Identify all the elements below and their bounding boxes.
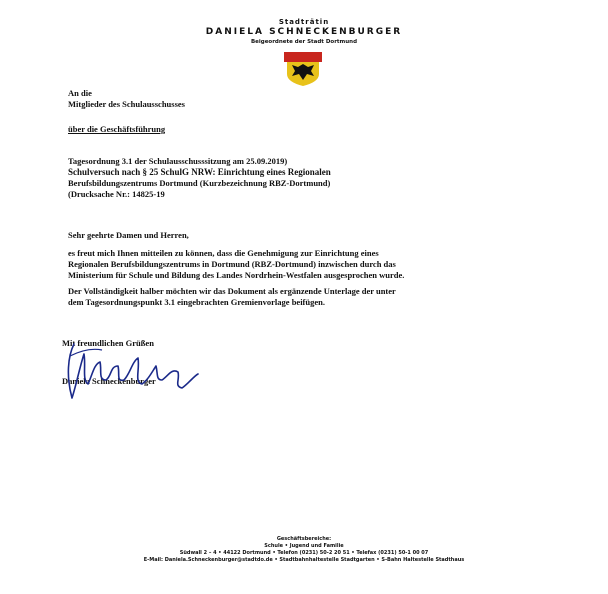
body-line: dem Tagesordnungspunkt 3.1 eingebrachten Gremienvorlage beifügen.: [68, 297, 325, 307]
letterhead-role: Stadträtin: [278, 18, 330, 26]
body-line: Ministerium für Schule und Bildung des Landes Nordrhein-Westfalen ausgesprochen wurde.: [68, 270, 405, 280]
handwritten-signature: [62, 336, 212, 406]
letterhead-subtitle: Beigeordnete der Stadt Dortmund: [250, 39, 358, 45]
footer-line: E-Mail: Daniela.Schneckenburger@stadtdo.de • Stadtbahnhaltestelle Stadtgarten • S-Bahn Haltestelle Stadthaus: [143, 557, 465, 563]
body-line: es freut mich Ihnen mitteilen zu können, dass die Genehmigung zur Einrichtung eines: [68, 248, 379, 258]
salutation: Sehr geehrte Damen und Herren,: [68, 230, 189, 240]
subject-block: [68, 156, 488, 200]
footer-line: Südwall 2 – 4 • 44122 Dortmund • Telefon (0231) 50-2 20 51 • Telefax (0231) 50-1 00 07: [179, 550, 429, 556]
recipient-address: [68, 88, 185, 110]
subject-line: (Drucksache Nr.: 14825-19: [68, 189, 165, 199]
subject-line: Schulversuch nach § 25 SchulG NRW: Einrichtung eines Regionalen: [68, 167, 331, 177]
body-line: Regionalen Berufsbildungszentrums in Dortmund (RBZ-Dortmund) inzwischen durch das: [68, 259, 396, 269]
closing: Mit freundlichen Grüßen: [62, 338, 154, 348]
body-line: Der Vollständigkeit halber möchten wir das Dokument als ergänzende Unterlage der unter: [68, 286, 396, 296]
recipient-line: Mitglieder des Schulausschusses: [68, 99, 185, 109]
recipient-via: über die Geschäftsführung: [68, 124, 166, 134]
body-paragraph-1: [68, 248, 538, 281]
body-paragraph-2: [68, 286, 538, 308]
footer-line: Geschäftsbereiche:: [276, 536, 332, 542]
subject-line: Tagesordnung 3.1 der Schulausschusssitzung am 25.09.2019): [68, 156, 288, 166]
dortmund-eagle-crest-icon: [284, 52, 322, 86]
signer-name: Daniela Schneckenburger: [62, 376, 156, 386]
footer-line: Schule • Jugend und Familie: [264, 543, 344, 549]
subject-line: Berufsbildungszentrums Dortmund (Kurzbezeichnung RBZ-Dortmund): [68, 178, 331, 188]
recipient-line: An die: [68, 88, 92, 98]
letterhead-name: DANIELA SCHNECKENBURGER: [205, 27, 403, 37]
